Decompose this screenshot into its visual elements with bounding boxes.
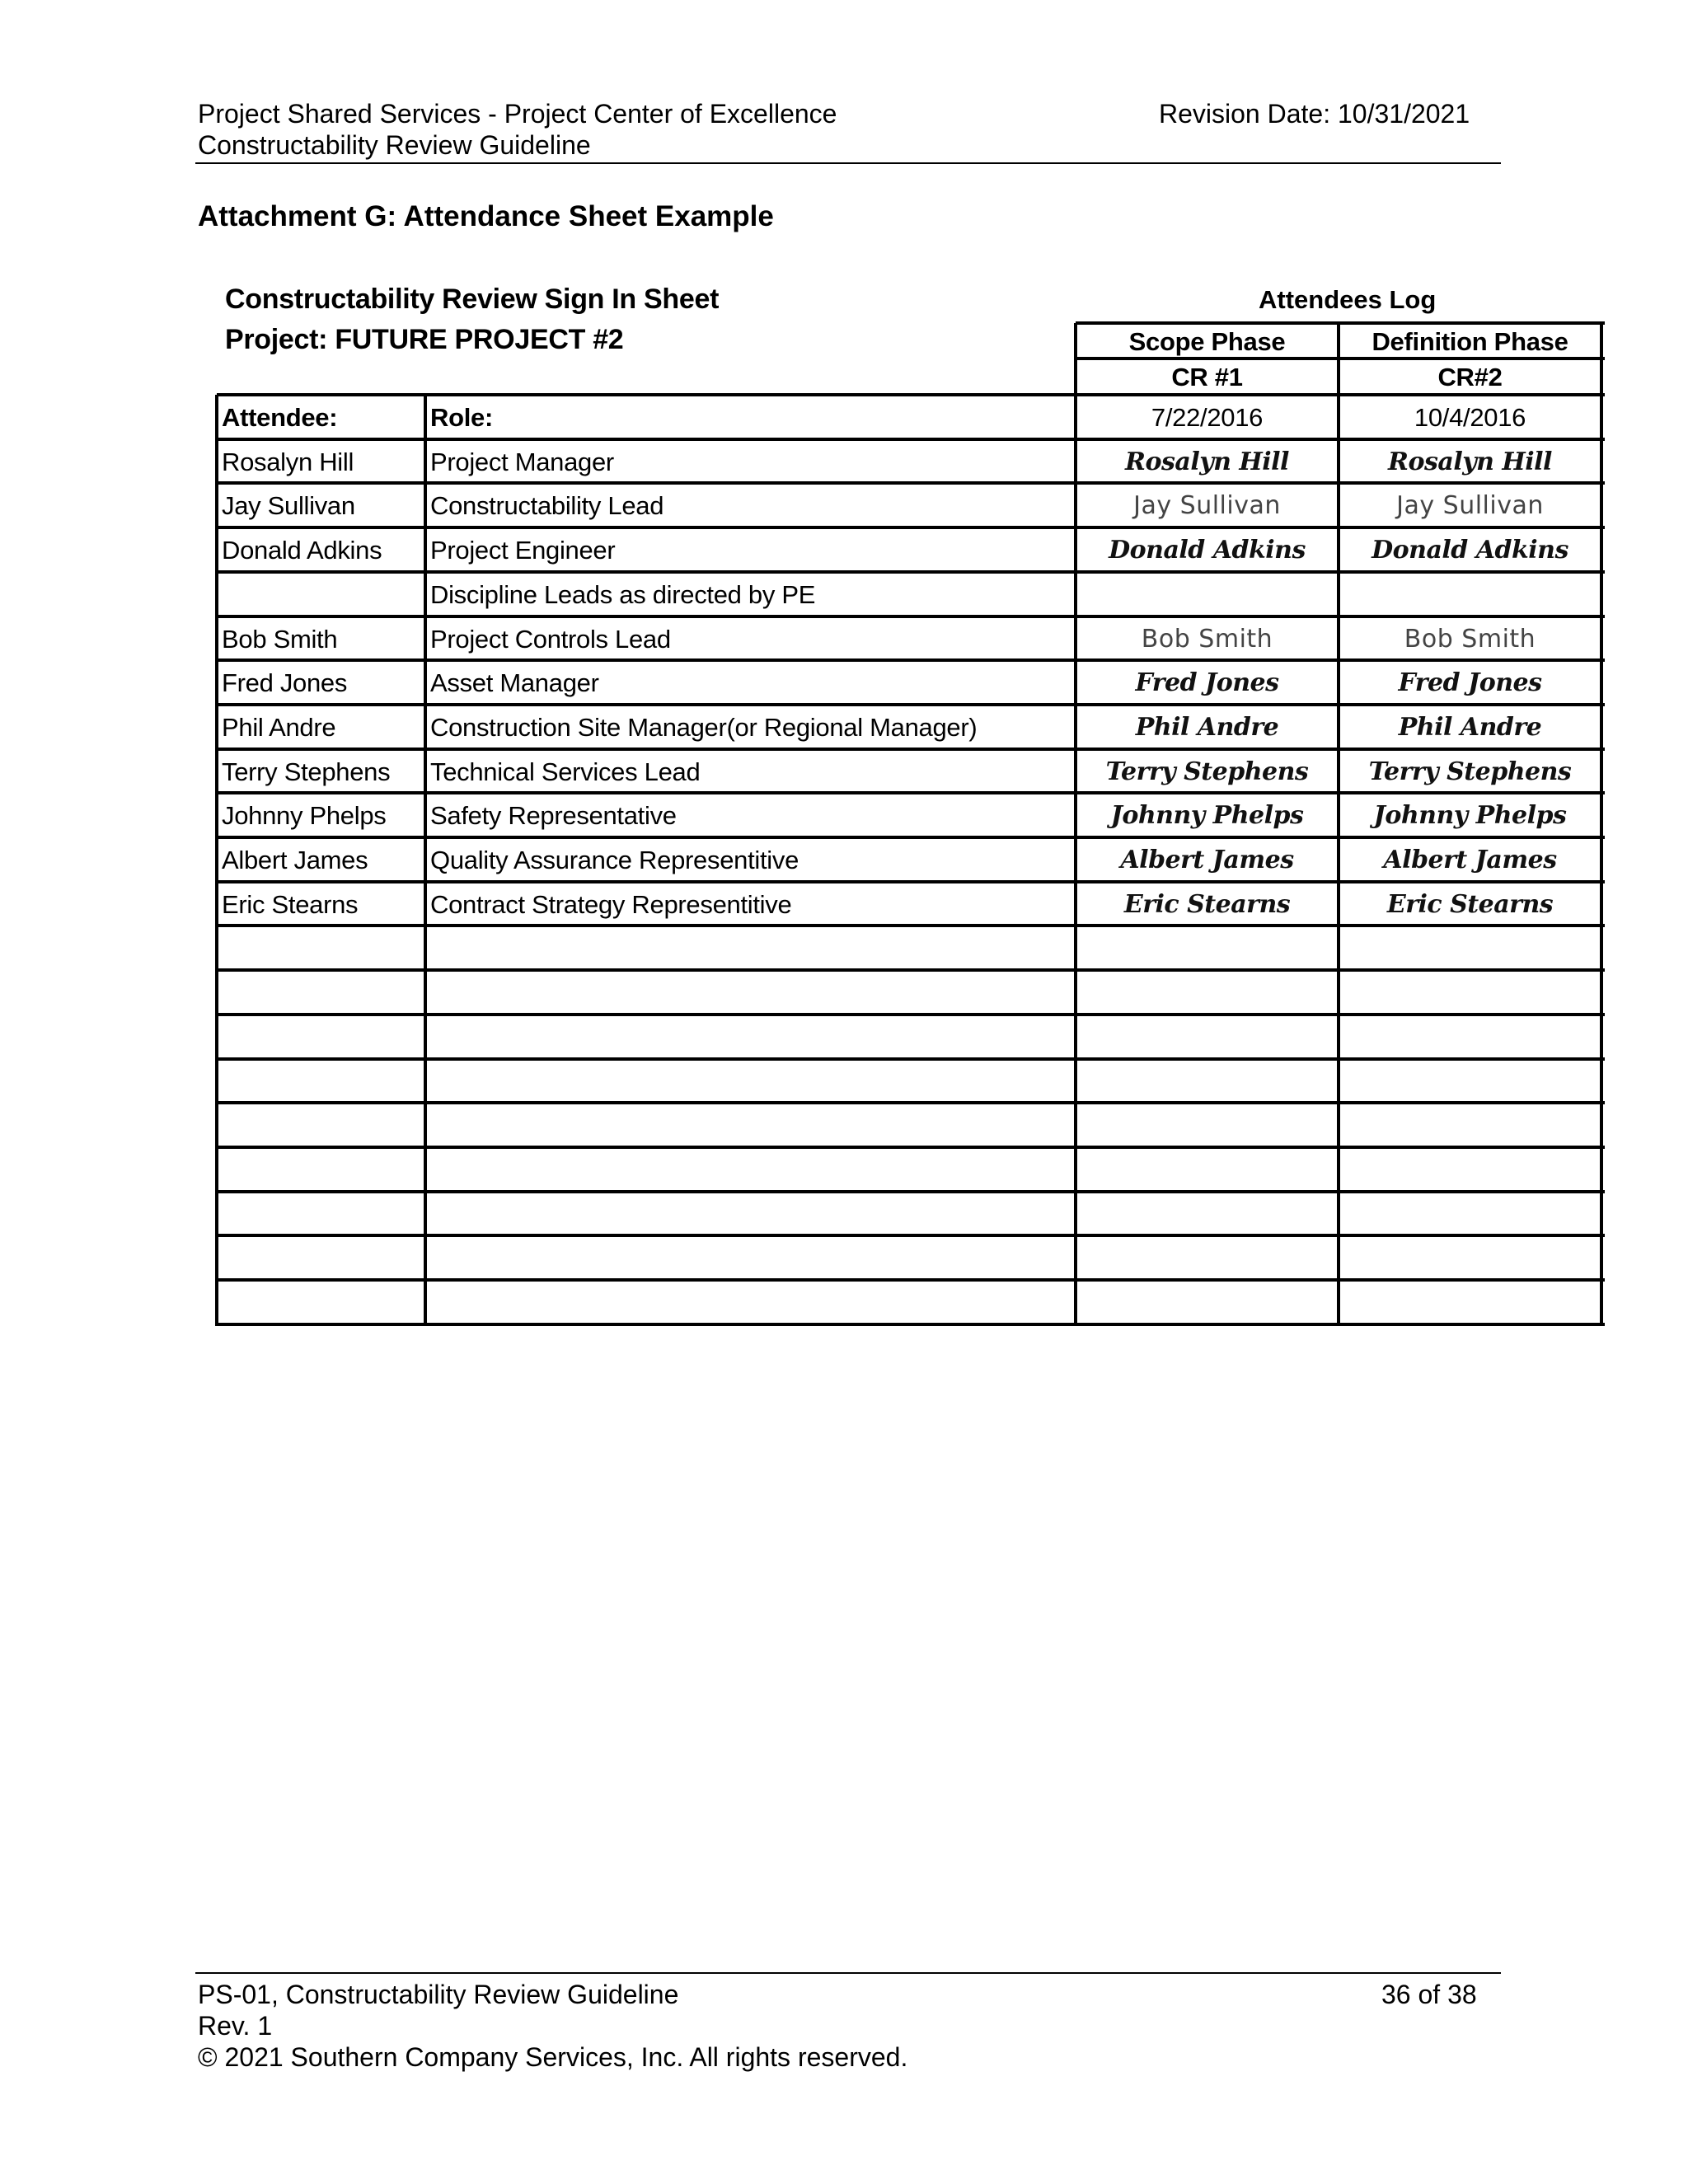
empty-signature-cell[interactable]	[1076, 926, 1339, 971]
attendee-name: Eric Stearns	[222, 889, 359, 919]
signature-cr1[interactable]: Terry Stephens	[1105, 757, 1309, 786]
cr-label: CR#2	[1437, 363, 1503, 391]
signature-cr2[interactable]	[1339, 573, 1601, 617]
empty-signature-cell[interactable]	[1339, 1015, 1601, 1060]
attendee-name: Jay Sullivan	[222, 491, 355, 521]
attendee-role: Contract Strategy Representitive	[430, 889, 792, 919]
empty-signature-cell[interactable]	[1339, 1104, 1601, 1148]
footer-revision: Rev. 1	[198, 2011, 273, 2041]
definition-phase-header: Definition Phase	[1372, 327, 1568, 356]
footer-document-id: PS-01, Constructability Review Guideline	[198, 1980, 679, 2009]
attendee-name: Rosalyn Hill	[222, 447, 354, 476]
empty-signature-cell[interactable]	[1339, 971, 1601, 1015]
signature-cr2[interactable]: Rosalyn Hill	[1388, 447, 1552, 476]
empty-attendee-cell[interactable]	[217, 1236, 425, 1281]
empty-attendee-cell[interactable]	[217, 1148, 425, 1193]
signature-cr2[interactable]: Albert James	[1383, 846, 1557, 874]
empty-attendee-cell[interactable]	[217, 971, 425, 1015]
session-date: 10/4/2016	[1414, 403, 1526, 432]
attendee-name: Terry Stephens	[222, 757, 391, 786]
empty-signature-cell[interactable]	[1076, 1236, 1339, 1281]
empty-signature-cell[interactable]	[1339, 1236, 1601, 1281]
attendee-role: Asset Manager	[430, 668, 599, 698]
attendee-header: Attendee:	[222, 403, 338, 432]
empty-signature-cell[interactable]	[1339, 1193, 1601, 1237]
empty-role-cell[interactable]	[425, 1148, 1076, 1193]
empty-signature-cell[interactable]	[1076, 1281, 1339, 1325]
empty-signature-cell[interactable]	[1339, 926, 1601, 971]
empty-signature-cell[interactable]	[1076, 1148, 1339, 1193]
signature-cr1[interactable]: Bob Smith	[1141, 624, 1273, 654]
empty-role-cell[interactable]	[425, 1193, 1076, 1237]
signature-cr1[interactable]: Albert James	[1120, 846, 1294, 874]
signature-cr2[interactable]: Johnny Phelps	[1373, 801, 1567, 831]
signature-cr2[interactable]: Bob Smith	[1404, 624, 1536, 654]
attendee-name: Phil Andre	[222, 712, 336, 742]
attendee-role: Constructability Lead	[430, 491, 664, 521]
attendee-role: Project Engineer	[430, 536, 616, 565]
empty-signature-cell[interactable]	[1076, 971, 1339, 1015]
attachment-title: Attachment G: Attendance Sheet Example	[198, 200, 774, 232]
signature-cr2[interactable]: Phil Andre	[1398, 712, 1542, 742]
attendee-role: Project Controls Lead	[430, 624, 671, 654]
empty-attendee-cell[interactable]	[217, 1060, 425, 1104]
role-header: Role:	[430, 403, 494, 432]
empty-role-cell[interactable]	[425, 1281, 1076, 1325]
signature-cr1[interactable]: Donald Adkins	[1109, 536, 1306, 565]
header-revision-date: Revision Date: 10/31/2021	[1159, 99, 1470, 129]
footer-copyright: © 2021 Southern Company Services, Inc. All rights reserved.	[198, 2042, 908, 2072]
empty-signature-cell[interactable]	[1339, 1060, 1601, 1104]
session-date: 7/22/2016	[1151, 403, 1264, 432]
footer-divider	[195, 1972, 1501, 1974]
empty-signature-cell[interactable]	[1076, 1193, 1339, 1237]
empty-attendee-cell[interactable]	[217, 1104, 425, 1148]
scope-phase-header: Scope Phase	[1128, 327, 1286, 356]
signature-cr1[interactable]: Fred Jones	[1135, 668, 1279, 698]
signature-cr1[interactable]: Rosalyn Hill	[1125, 447, 1289, 476]
signature-cr2[interactable]: Eric Stearns	[1386, 889, 1554, 919]
footer-page-number: 36 of 38	[1381, 1980, 1477, 2009]
attendee-role: Technical Services Lead	[430, 757, 701, 786]
signature-cr1[interactable]: Jay Sullivan	[1133, 491, 1281, 521]
attendee-name	[217, 573, 425, 617]
empty-signature-cell[interactable]	[1076, 1060, 1339, 1104]
signature-cr2[interactable]: Terry Stephens	[1368, 757, 1572, 786]
empty-attendee-cell[interactable]	[217, 1281, 425, 1325]
empty-role-cell[interactable]	[425, 1236, 1076, 1281]
empty-attendee-cell[interactable]	[217, 1193, 425, 1237]
attendee-role: Safety Representative	[430, 801, 677, 831]
signature-cr1[interactable]: Phil Andre	[1135, 712, 1279, 742]
cr-label: CR #1	[1171, 363, 1243, 391]
empty-signature-cell[interactable]	[1339, 1281, 1601, 1325]
attendee-name: Bob Smith	[222, 624, 338, 654]
signature-cr1[interactable]: Johnny Phelps	[1110, 801, 1304, 831]
attendee-name: Albert James	[222, 846, 368, 874]
empty-role-cell[interactable]	[425, 1104, 1076, 1148]
attendee-role: Construction Site Manager(or Regional Manager)	[430, 712, 978, 742]
empty-attendee-cell[interactable]	[217, 1015, 425, 1060]
attendee-name: Donald Adkins	[222, 536, 382, 565]
attendee-role: Quality Assurance Representitive	[430, 846, 799, 874]
attendee-name: Fred Jones	[222, 668, 348, 698]
signature-cr1[interactable]	[1076, 573, 1339, 617]
sheet-title: Constructability Review Sign In Sheet	[225, 284, 720, 315]
header-divider	[195, 162, 1501, 164]
signature-cr2[interactable]: Fred Jones	[1398, 668, 1542, 698]
empty-signature-cell[interactable]	[1076, 1104, 1339, 1148]
empty-role-cell[interactable]	[425, 1060, 1076, 1104]
signature-cr2[interactable]: Donald Adkins	[1372, 536, 1568, 565]
empty-role-cell[interactable]	[425, 1015, 1076, 1060]
sheet-project: Project: FUTURE PROJECT #2	[225, 324, 624, 355]
signature-cr1[interactable]: Eric Stearns	[1123, 889, 1291, 919]
header-document-title: Constructability Review Guideline	[198, 130, 591, 160]
header-organization: Project Shared Services - Project Center of Excellence	[198, 99, 837, 129]
attendee-role: Project Manager	[430, 447, 614, 476]
attendee-name: Johnny Phelps	[222, 801, 387, 831]
signature-cr2[interactable]: Jay Sullivan	[1396, 491, 1544, 521]
empty-signature-cell[interactable]	[1339, 1148, 1601, 1193]
empty-role-cell[interactable]	[425, 926, 1076, 971]
empty-attendee-cell[interactable]	[217, 926, 425, 971]
empty-role-cell[interactable]	[425, 971, 1076, 1015]
attendee-role: Discipline Leads as directed by PE	[430, 579, 816, 609]
attendees-log-title: Attendees Log	[1259, 285, 1437, 314]
empty-signature-cell[interactable]	[1076, 1015, 1339, 1060]
